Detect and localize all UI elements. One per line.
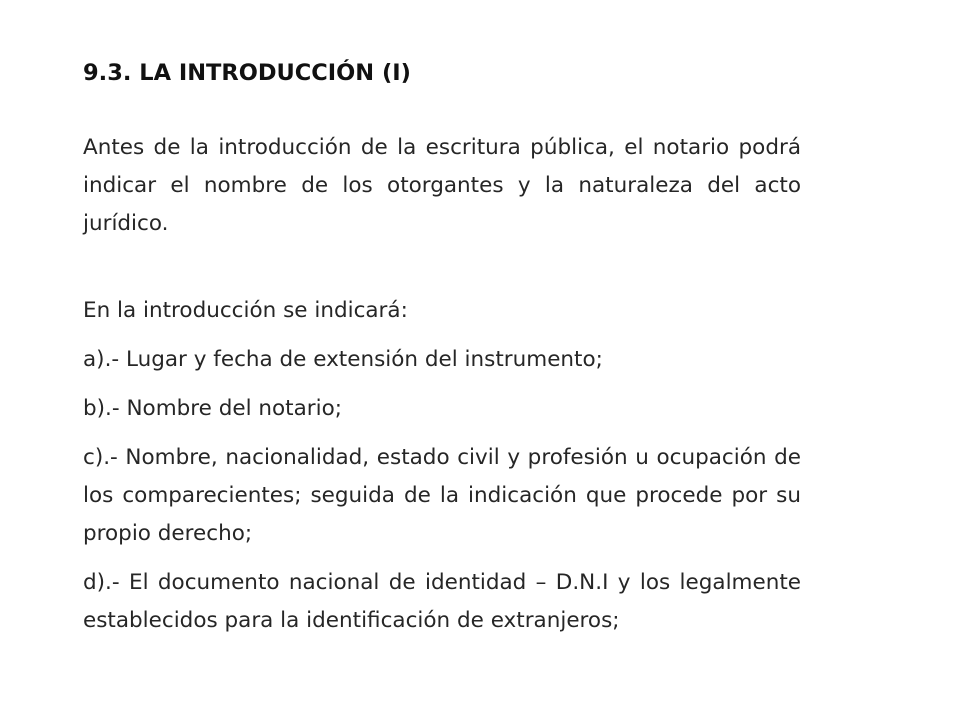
list-item-b: b).- Nombre del notario; <box>83 396 342 421</box>
list-item-c: c).- Nombre, nacionalidad, estado civil y profesión u ocupación de los comparecientes; seguida de la indicación que procede por su propio derecho; <box>83 445 801 546</box>
list-heading: En la introducción se indicará: <box>83 298 408 323</box>
slide-title: 9.3. LA INTRODUCCIÓN (I) <box>83 60 411 86</box>
slide-body <box>83 129 801 640</box>
paragraph-gap <box>83 243 801 281</box>
list-item-a: a).- Lugar y fecha de extensión del instrumento; <box>83 347 603 372</box>
list-item-d: d).- El documento nacional de identidad – D.N.I y los legalmente establecidos para la identificación de extranjeros; <box>83 570 801 633</box>
intro-paragraph: Antes de la introducción de la escritura pública, el notario podrá indicar el nombre de los otorgantes y la naturaleza del acto jurídico. <box>83 135 801 236</box>
